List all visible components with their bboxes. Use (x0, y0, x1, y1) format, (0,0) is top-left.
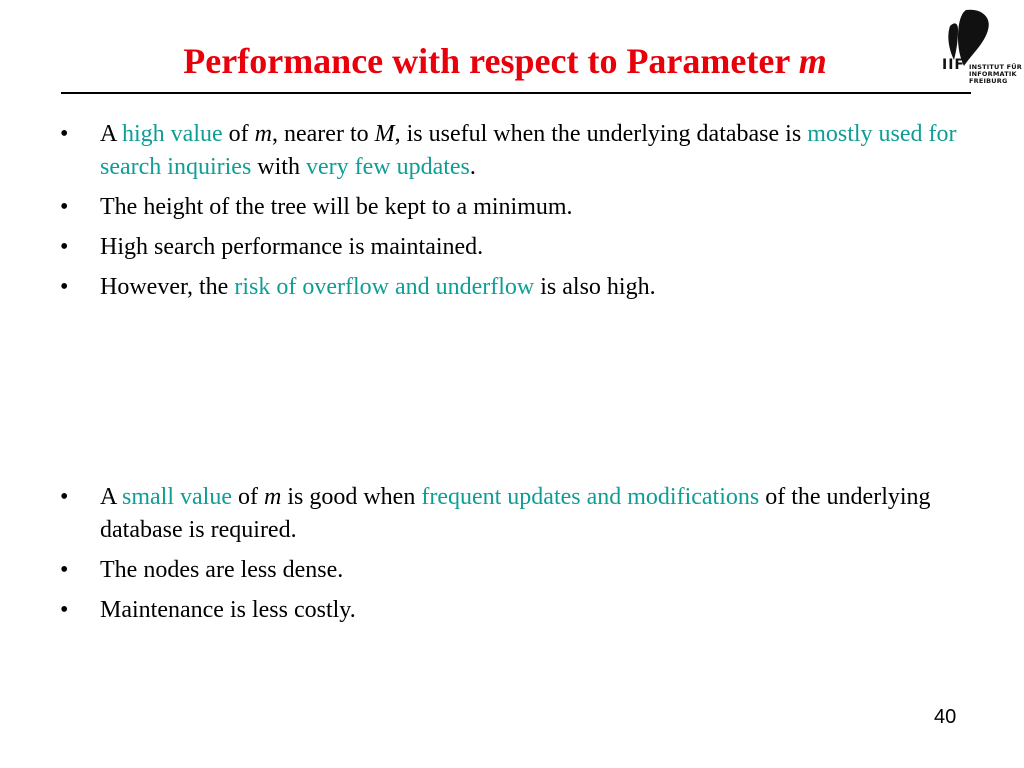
bullet-list-small-value (60, 481, 960, 634)
highlight-text: mostly used for search inquiries (100, 121, 957, 180)
page-number: 40 (934, 706, 957, 728)
slide-title-variable: m (798, 41, 827, 81)
bullet-item: • A high value of m, nearer to M, is useful when the underlying database is mostly used for search inquiries with very few updates. (60, 118, 960, 184)
bullet-item: • A small value of m is good when frequent updates and modifications of the underlying database is required. (60, 481, 960, 547)
logo-institute-text: INSTITUT FÜR INFORMATIK FREIBURG (969, 63, 1022, 85)
variable-text: m (263, 484, 282, 510)
bullet-item: • Maintenance is less costly. (60, 594, 960, 627)
variable-text: M (374, 121, 395, 147)
bullet-item: • However, the risk of overflow and underflow is also high. (60, 271, 960, 304)
highlight-text: high value (122, 121, 223, 147)
bullet-list-high-value (60, 118, 960, 311)
bullet-item: • The nodes are less dense. (60, 554, 960, 587)
bullet-item: • The height of the tree will be kept to a minimum. (60, 191, 960, 224)
title-divider (61, 92, 971, 94)
highlight-text: frequent updates and modifications (421, 484, 760, 510)
highlight-text: small value (122, 484, 232, 510)
slide-title-text: Performance with respect to Parameter (183, 41, 799, 81)
bullet-item: • High search performance is maintained. (60, 231, 960, 264)
highlight-text: risk of overflow and underflow (234, 274, 535, 300)
highlight-text: very few updates (305, 154, 470, 180)
variable-text: m (254, 121, 272, 147)
slide-title (0, 42, 1010, 82)
logo-iif-text: IIF (942, 57, 965, 73)
